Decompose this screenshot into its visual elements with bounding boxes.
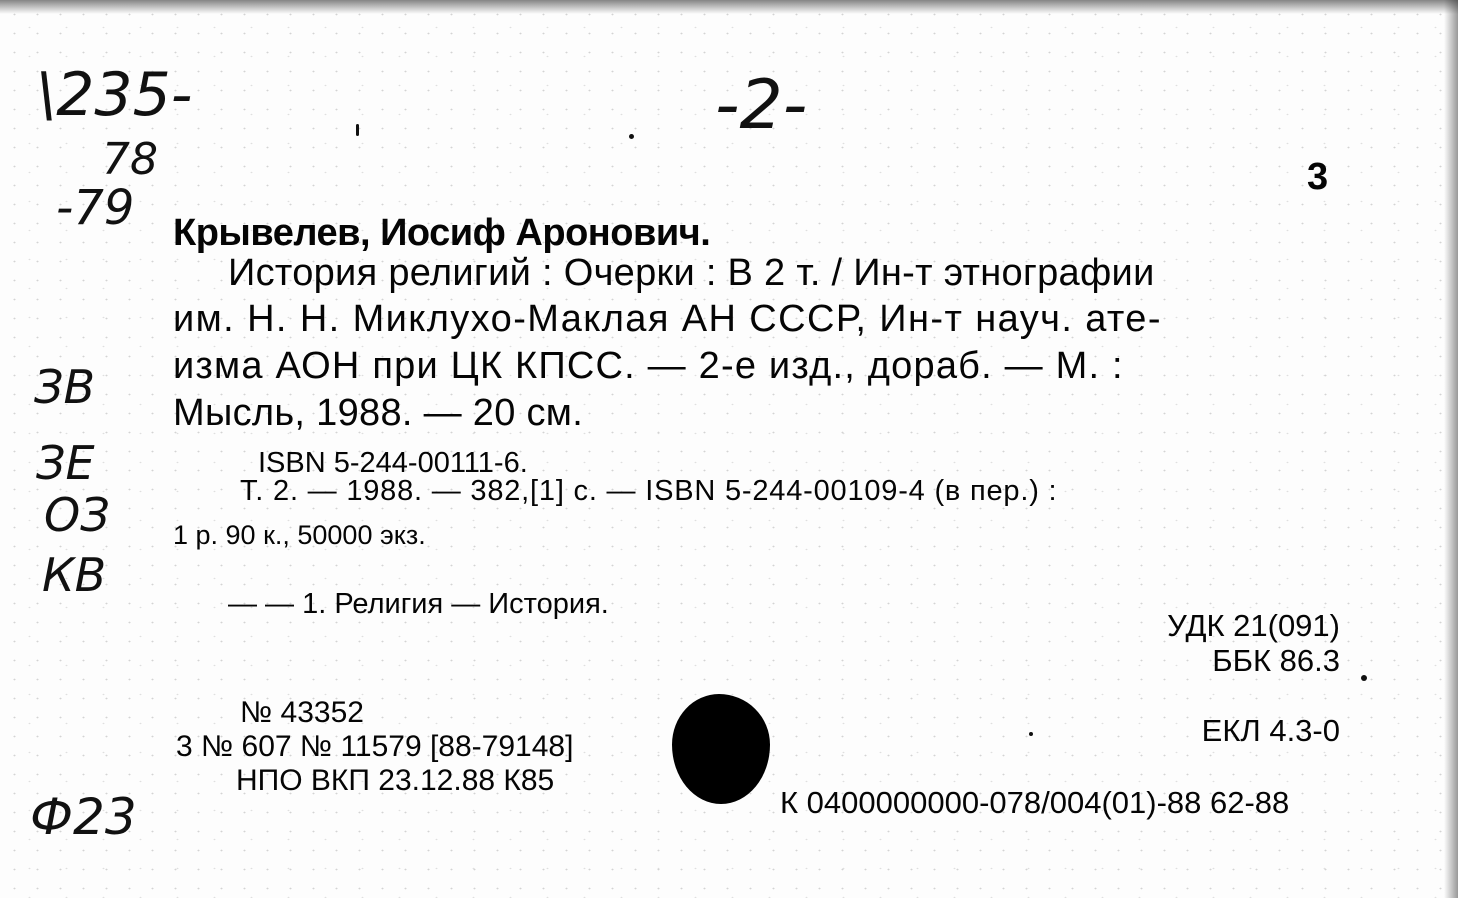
- description-line: изма АОН при ЦК КПСС. — 2-е изд., дораб. — М. :: [173, 345, 1124, 387]
- price-line: 1 р. 90 к., 50000 экз.: [173, 520, 426, 550]
- handwritten-price-mark: Ф23: [30, 788, 137, 846]
- order-line: 3 № 607 № 11579 [88-79148]: [176, 730, 574, 763]
- ekl-code: ЕКЛ 4.3-0: [1201, 713, 1340, 748]
- ink-dot: [1361, 675, 1367, 681]
- handwritten-code: ЗЕ: [36, 436, 95, 490]
- handwritten-call-number-line1: \235-: [36, 60, 193, 130]
- page-number: 3: [1307, 156, 1329, 198]
- subject-heading: — — 1. Религия — История.: [228, 588, 609, 620]
- description-line: История религий : Очерки : В 2 т. / Ин-т этнографии: [228, 252, 1155, 294]
- isbn-line: ISBN 5-244-00111-6.: [258, 447, 528, 479]
- volume-line: Т. 2. — 1988. — 382,[1] с. — ISBN 5-244-00109-4 (в пер.) :: [240, 475, 1058, 507]
- order-line: НПО ВКП 23.12.88 К85: [236, 764, 555, 797]
- ink-mark: [356, 124, 359, 136]
- handwritten-code: ОЗ: [44, 488, 110, 542]
- scan-edge-top: [0, 0, 1458, 14]
- handwritten-call-number-line2: 78: [102, 134, 158, 185]
- handwritten-sequence-number: -2-: [715, 66, 808, 145]
- scan-edge-right: [1444, 0, 1458, 898]
- handwritten-call-number-line3: -79: [56, 180, 135, 236]
- k-code-line: К 0400000000-078/004(01)-88 62-88: [780, 785, 1290, 820]
- ink-dot: [629, 134, 634, 139]
- udk-code: УДК 21(091): [1167, 608, 1340, 643]
- description-line: им. Н. Н. Миклухо-Маклая АН СССР, Ин-т науч. ате-: [173, 298, 1162, 340]
- handwritten-code: КВ: [42, 548, 107, 602]
- bbk-code: ББК 86.3: [1212, 643, 1340, 678]
- handwritten-code: ЗВ: [34, 360, 96, 414]
- ink-dot: [1029, 732, 1033, 736]
- description-line: Мысль, 1988. — 20 см.: [173, 392, 584, 434]
- author-heading: Крывелев, Иосиф Аронович.: [173, 212, 711, 254]
- order-line: № 43352: [240, 696, 364, 729]
